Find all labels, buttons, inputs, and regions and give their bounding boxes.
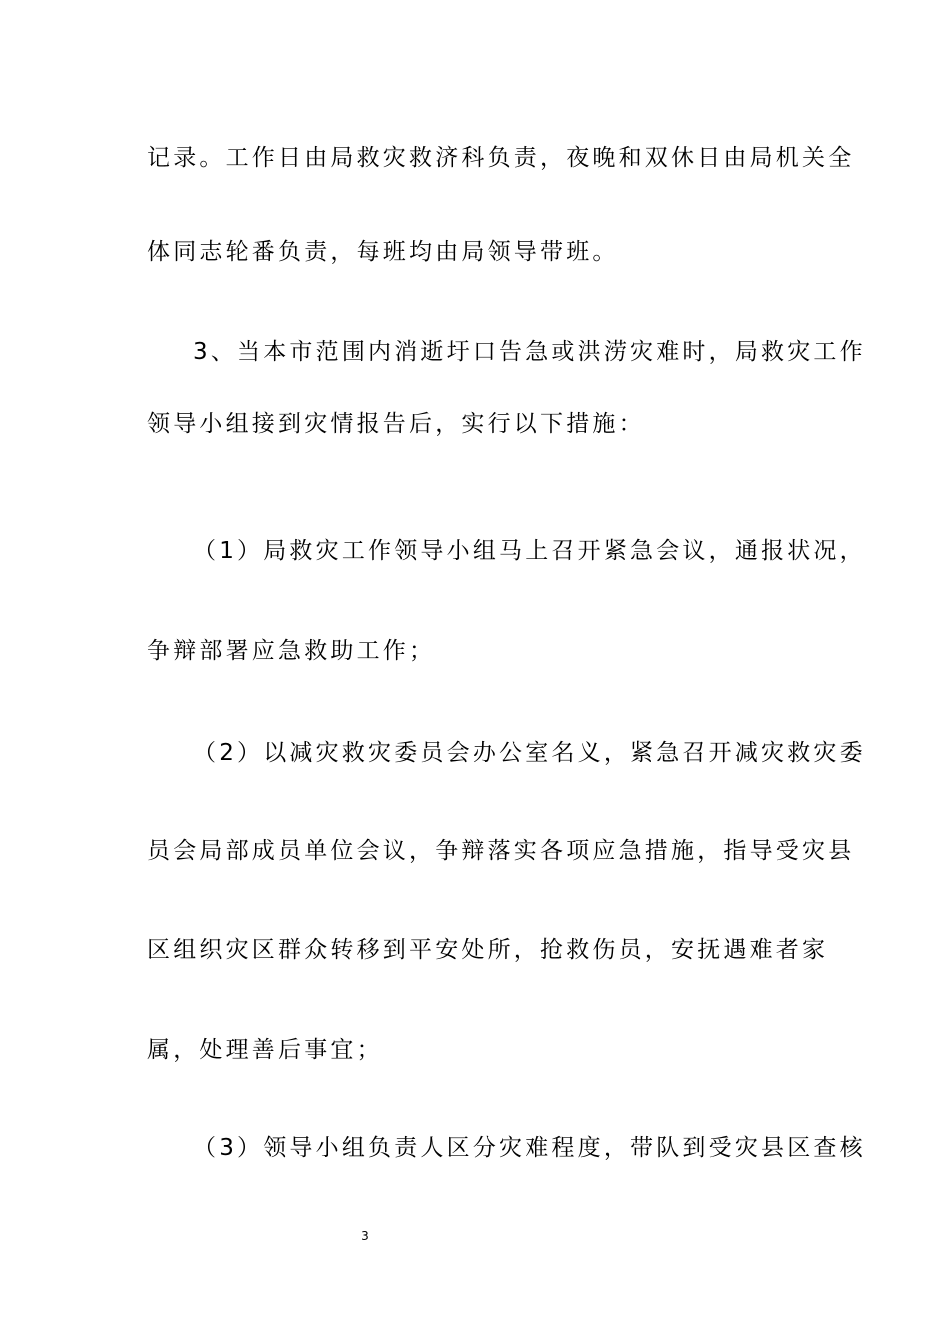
text-line-3: 3、当本市范围内消逝圩口告急或洪涝灾难时，局救灾工作 bbox=[193, 339, 866, 365]
text-line-9: 区组织灾区群众转移到平安处所，抢救伤员，安抚遇难者家 bbox=[147, 937, 829, 963]
text-line-5: （1）局救灾工作领导小组马上召开紧急会议，通报状况， bbox=[193, 538, 866, 564]
text-line-6: 争辩部署应急救助工作； bbox=[147, 638, 436, 664]
text-line-2: 体同志轮番负责，每班均由局领导带班。 bbox=[147, 239, 619, 265]
text-line-10: 属，处理善后事宜； bbox=[147, 1037, 383, 1063]
text-line-4: 领导小组接到灾情报告后，实行以下措施： bbox=[147, 411, 645, 437]
text-line-8: 员会局部成员单位会议，争辩落实各项应急措施，指导受灾县 bbox=[147, 838, 855, 864]
text-line-11: （3）领导小组负责人区分灾难程度，带队到受灾县区查核 bbox=[193, 1135, 866, 1161]
text-line-1: 记录。工作日由局救灾救济科负责，夜晚和双休日由局机关全 bbox=[147, 145, 855, 171]
page-number: 3 bbox=[361, 1229, 369, 1243]
text-line-7: （2）以减灾救灾委员会办公室名义，紧急召开减灾救灾委 bbox=[193, 740, 866, 766]
